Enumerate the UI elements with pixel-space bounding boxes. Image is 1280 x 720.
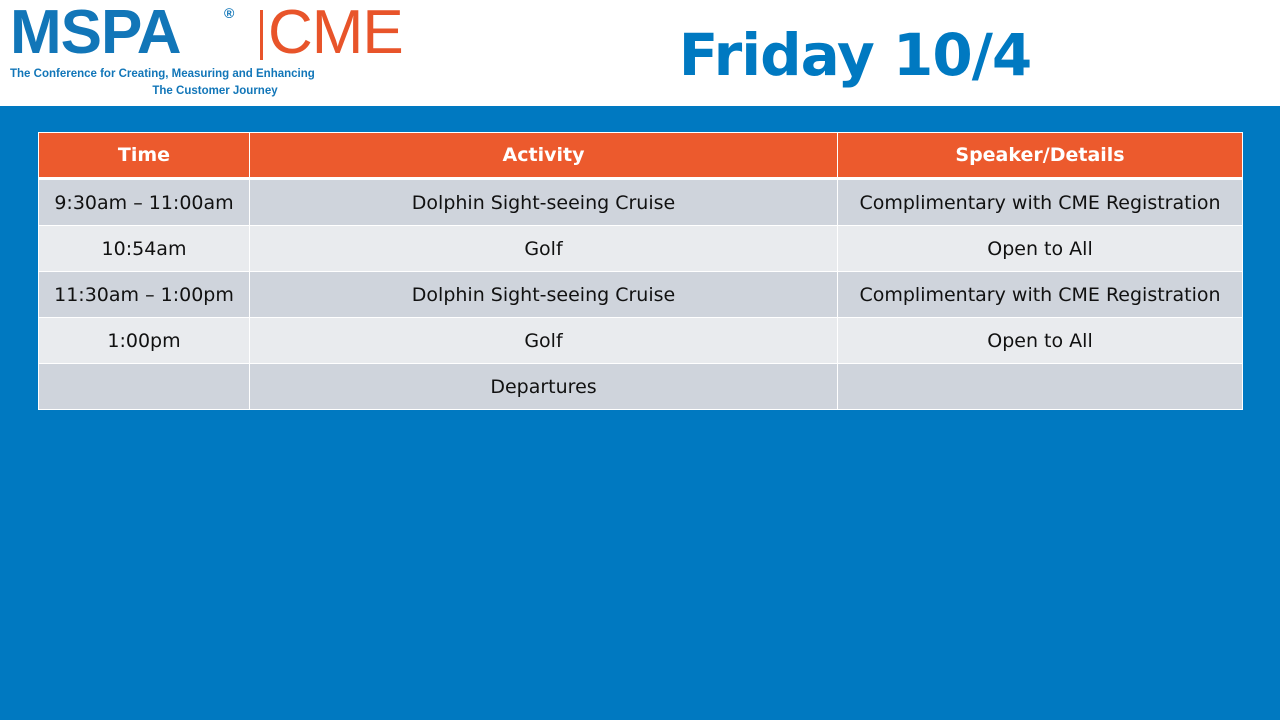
time-cell: 11:30am – 1:00pm bbox=[39, 272, 250, 318]
details-cell: Open to All bbox=[838, 318, 1243, 364]
activity-cell: Dolphin Sight-seeing Cruise bbox=[250, 272, 838, 318]
activity-cell: Dolphin Sight-seeing Cruise bbox=[250, 179, 838, 226]
table-row bbox=[39, 272, 1243, 318]
time-cell: 10:54am bbox=[39, 226, 250, 272]
column-header-details: Speaker/Details bbox=[838, 133, 1243, 179]
time-cell bbox=[39, 364, 250, 410]
activity-cell: Departures bbox=[250, 364, 838, 410]
table-header-row bbox=[39, 133, 1243, 179]
table-row bbox=[39, 179, 1243, 226]
logo-brand: MSPA bbox=[10, 0, 181, 67]
column-header-time: Time bbox=[39, 133, 250, 179]
logo-product: CME bbox=[268, 0, 403, 67]
time-cell: 9:30am – 11:00am bbox=[39, 179, 250, 226]
activity-cell: Golf bbox=[250, 318, 838, 364]
mspa-cme-logo bbox=[10, 0, 420, 102]
logo-tagline-line2: The Customer Journey bbox=[152, 85, 278, 97]
header-bar bbox=[0, 0, 1280, 106]
details-cell bbox=[838, 364, 1243, 410]
table-row bbox=[39, 364, 1243, 410]
schedule-table bbox=[38, 132, 1243, 410]
activity-cell: Golf bbox=[250, 226, 838, 272]
column-header-activity: Activity bbox=[250, 133, 838, 179]
logo-registered-mark: ® bbox=[224, 5, 235, 21]
details-cell: Complimentary with CME Registration bbox=[838, 179, 1243, 226]
table-row bbox=[39, 318, 1243, 364]
table-row bbox=[39, 226, 1243, 272]
page-title: Friday 10/4 bbox=[678, 21, 1032, 89]
details-cell: Open to All bbox=[838, 226, 1243, 272]
logo-divider bbox=[260, 10, 263, 60]
details-cell: Complimentary with CME Registration bbox=[838, 272, 1243, 318]
time-cell: 1:00pm bbox=[39, 318, 250, 364]
logo-tagline-line1: The Conference for Creating, Measuring and Enhancing bbox=[10, 68, 315, 80]
